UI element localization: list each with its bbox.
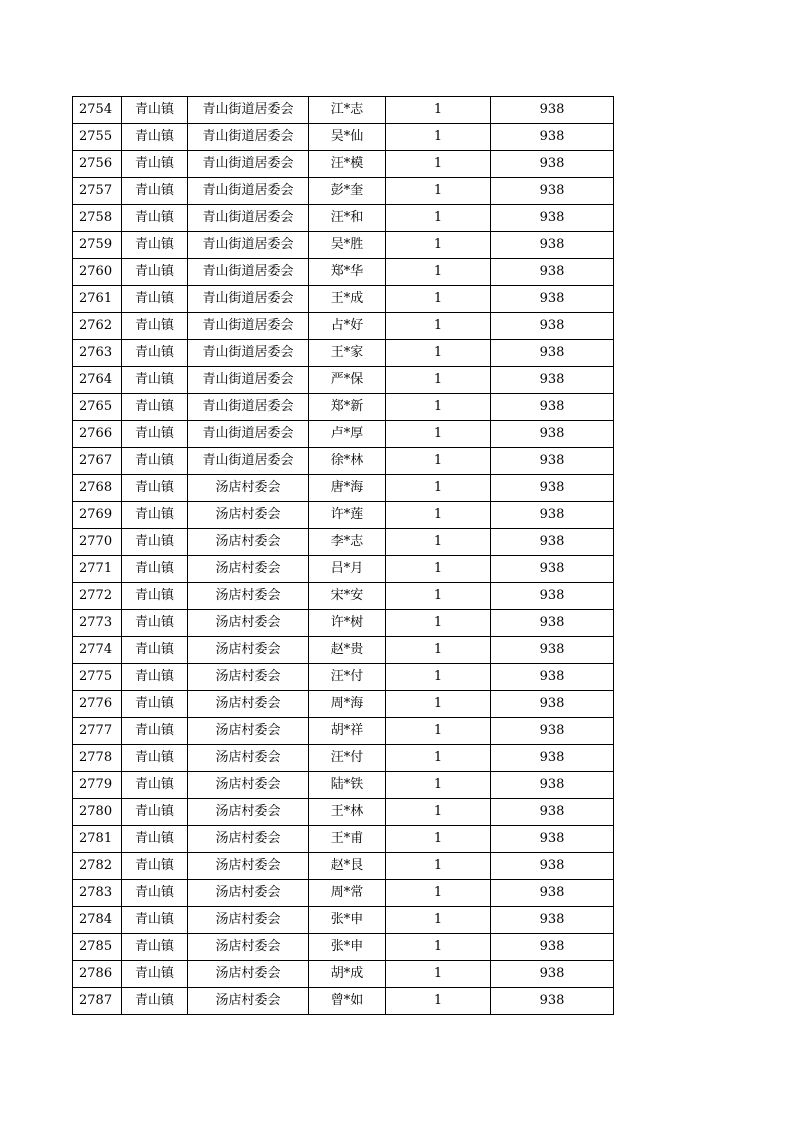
committee-cell: 青山街道居委会 bbox=[188, 394, 309, 421]
name-cell: 吴*仙 bbox=[309, 124, 386, 151]
committee-cell: 青山街道居委会 bbox=[188, 367, 309, 394]
town-cell: 青山镇 bbox=[122, 151, 188, 178]
name-cell: 郑*华 bbox=[309, 259, 386, 286]
count-cell: 1 bbox=[386, 880, 491, 907]
name-cell: 王*成 bbox=[309, 286, 386, 313]
table-row bbox=[73, 286, 614, 313]
row-number-cell: 2787 bbox=[73, 988, 122, 1015]
name-cell: 卢*厚 bbox=[309, 421, 386, 448]
committee-cell: 汤店村委会 bbox=[188, 556, 309, 583]
count-cell: 1 bbox=[386, 826, 491, 853]
name-cell: 汪*和 bbox=[309, 205, 386, 232]
town-cell: 青山镇 bbox=[122, 448, 188, 475]
count-cell: 1 bbox=[386, 772, 491, 799]
table-row bbox=[73, 97, 614, 124]
name-cell: 宋*安 bbox=[309, 583, 386, 610]
amount-cell: 938 bbox=[491, 259, 614, 286]
amount-cell: 938 bbox=[491, 961, 614, 988]
table-row bbox=[73, 313, 614, 340]
table-row bbox=[73, 475, 614, 502]
amount-cell: 938 bbox=[491, 745, 614, 772]
amount-cell: 938 bbox=[491, 880, 614, 907]
town-cell: 青山镇 bbox=[122, 772, 188, 799]
row-number-cell: 2769 bbox=[73, 502, 122, 529]
row-number-cell: 2783 bbox=[73, 880, 122, 907]
row-number-cell: 2766 bbox=[73, 421, 122, 448]
name-cell: 王*家 bbox=[309, 340, 386, 367]
committee-cell: 汤店村委会 bbox=[188, 799, 309, 826]
committee-cell: 汤店村委会 bbox=[188, 988, 309, 1015]
count-cell: 1 bbox=[386, 502, 491, 529]
name-cell: 唐*海 bbox=[309, 475, 386, 502]
town-cell: 青山镇 bbox=[122, 637, 188, 664]
amount-cell: 938 bbox=[491, 178, 614, 205]
town-cell: 青山镇 bbox=[122, 340, 188, 367]
table-row bbox=[73, 502, 614, 529]
row-number-cell: 2782 bbox=[73, 853, 122, 880]
row-number-cell: 2765 bbox=[73, 394, 122, 421]
town-cell: 青山镇 bbox=[122, 988, 188, 1015]
row-number-cell: 2762 bbox=[73, 313, 122, 340]
table-row bbox=[73, 340, 614, 367]
count-cell: 1 bbox=[386, 340, 491, 367]
town-cell: 青山镇 bbox=[122, 475, 188, 502]
name-cell: 张*申 bbox=[309, 934, 386, 961]
count-cell: 1 bbox=[386, 637, 491, 664]
row-number-cell: 2776 bbox=[73, 691, 122, 718]
row-number-cell: 2763 bbox=[73, 340, 122, 367]
amount-cell: 938 bbox=[491, 799, 614, 826]
committee-cell: 汤店村委会 bbox=[188, 907, 309, 934]
table-row bbox=[73, 907, 614, 934]
count-cell: 1 bbox=[386, 178, 491, 205]
name-cell: 胡*成 bbox=[309, 961, 386, 988]
town-cell: 青山镇 bbox=[122, 286, 188, 313]
town-cell: 青山镇 bbox=[122, 718, 188, 745]
row-number-cell: 2757 bbox=[73, 178, 122, 205]
town-cell: 青山镇 bbox=[122, 907, 188, 934]
name-cell: 赵*艮 bbox=[309, 853, 386, 880]
town-cell: 青山镇 bbox=[122, 691, 188, 718]
row-number-cell: 2774 bbox=[73, 637, 122, 664]
amount-cell: 938 bbox=[491, 664, 614, 691]
amount-cell: 938 bbox=[491, 448, 614, 475]
name-cell: 曾*如 bbox=[309, 988, 386, 1015]
count-cell: 1 bbox=[386, 313, 491, 340]
name-cell: 张*申 bbox=[309, 907, 386, 934]
row-number-cell: 2754 bbox=[73, 97, 122, 124]
town-cell: 青山镇 bbox=[122, 421, 188, 448]
committee-cell: 汤店村委会 bbox=[188, 529, 309, 556]
count-cell: 1 bbox=[386, 394, 491, 421]
town-cell: 青山镇 bbox=[122, 178, 188, 205]
name-cell: 严*保 bbox=[309, 367, 386, 394]
name-cell: 吕*月 bbox=[309, 556, 386, 583]
count-cell: 1 bbox=[386, 583, 491, 610]
town-cell: 青山镇 bbox=[122, 124, 188, 151]
name-cell: 王*甫 bbox=[309, 826, 386, 853]
committee-cell: 青山街道居委会 bbox=[188, 259, 309, 286]
row-number-cell: 2780 bbox=[73, 799, 122, 826]
amount-cell: 938 bbox=[491, 772, 614, 799]
count-cell: 1 bbox=[386, 529, 491, 556]
town-cell: 青山镇 bbox=[122, 934, 188, 961]
name-cell: 周*常 bbox=[309, 880, 386, 907]
row-number-cell: 2764 bbox=[73, 367, 122, 394]
table-row bbox=[73, 583, 614, 610]
count-cell: 1 bbox=[386, 610, 491, 637]
amount-cell: 938 bbox=[491, 637, 614, 664]
row-number-cell: 2755 bbox=[73, 124, 122, 151]
count-cell: 1 bbox=[386, 961, 491, 988]
row-number-cell: 2785 bbox=[73, 934, 122, 961]
amount-cell: 938 bbox=[491, 907, 614, 934]
amount-cell: 938 bbox=[491, 367, 614, 394]
name-cell: 周*海 bbox=[309, 691, 386, 718]
name-cell: 王*林 bbox=[309, 799, 386, 826]
row-number-cell: 2775 bbox=[73, 664, 122, 691]
table-row bbox=[73, 826, 614, 853]
name-cell: 胡*祥 bbox=[309, 718, 386, 745]
name-cell: 徐*林 bbox=[309, 448, 386, 475]
town-cell: 青山镇 bbox=[122, 583, 188, 610]
town-cell: 青山镇 bbox=[122, 556, 188, 583]
count-cell: 1 bbox=[386, 259, 491, 286]
amount-cell: 938 bbox=[491, 826, 614, 853]
amount-cell: 938 bbox=[491, 934, 614, 961]
name-cell: 陆*铁 bbox=[309, 772, 386, 799]
table-row bbox=[73, 367, 614, 394]
town-cell: 青山镇 bbox=[122, 880, 188, 907]
committee-cell: 汤店村委会 bbox=[188, 826, 309, 853]
count-cell: 1 bbox=[386, 907, 491, 934]
table-row bbox=[73, 745, 614, 772]
town-cell: 青山镇 bbox=[122, 259, 188, 286]
town-cell: 青山镇 bbox=[122, 610, 188, 637]
count-cell: 1 bbox=[386, 934, 491, 961]
committee-cell: 汤店村委会 bbox=[188, 745, 309, 772]
town-cell: 青山镇 bbox=[122, 664, 188, 691]
committee-cell: 青山街道居委会 bbox=[188, 340, 309, 367]
amount-cell: 938 bbox=[491, 286, 614, 313]
name-cell: 许*树 bbox=[309, 610, 386, 637]
town-cell: 青山镇 bbox=[122, 205, 188, 232]
town-cell: 青山镇 bbox=[122, 745, 188, 772]
row-number-cell: 2756 bbox=[73, 151, 122, 178]
table-row bbox=[73, 151, 614, 178]
row-number-cell: 2786 bbox=[73, 961, 122, 988]
count-cell: 1 bbox=[386, 475, 491, 502]
row-number-cell: 2770 bbox=[73, 529, 122, 556]
committee-cell: 汤店村委会 bbox=[188, 880, 309, 907]
table-row bbox=[73, 880, 614, 907]
amount-cell: 938 bbox=[491, 583, 614, 610]
town-cell: 青山镇 bbox=[122, 826, 188, 853]
town-cell: 青山镇 bbox=[122, 961, 188, 988]
amount-cell: 938 bbox=[491, 232, 614, 259]
committee-cell: 汤店村委会 bbox=[188, 664, 309, 691]
committee-cell: 汤店村委会 bbox=[188, 934, 309, 961]
town-cell: 青山镇 bbox=[122, 232, 188, 259]
count-cell: 1 bbox=[386, 853, 491, 880]
name-cell: 郑*新 bbox=[309, 394, 386, 421]
committee-cell: 汤店村委会 bbox=[188, 475, 309, 502]
committee-cell: 青山街道居委会 bbox=[188, 286, 309, 313]
row-number-cell: 2767 bbox=[73, 448, 122, 475]
row-number-cell: 2784 bbox=[73, 907, 122, 934]
committee-cell: 汤店村委会 bbox=[188, 691, 309, 718]
row-number-cell: 2760 bbox=[73, 259, 122, 286]
table-row bbox=[73, 934, 614, 961]
count-cell: 1 bbox=[386, 97, 491, 124]
count-cell: 1 bbox=[386, 205, 491, 232]
committee-cell: 汤店村委会 bbox=[188, 961, 309, 988]
count-cell: 1 bbox=[386, 556, 491, 583]
name-cell: 汪*付 bbox=[309, 745, 386, 772]
name-cell: 占*好 bbox=[309, 313, 386, 340]
committee-cell: 汤店村委会 bbox=[188, 583, 309, 610]
count-cell: 1 bbox=[386, 664, 491, 691]
amount-cell: 938 bbox=[491, 691, 614, 718]
committee-cell: 汤店村委会 bbox=[188, 502, 309, 529]
row-number-cell: 2778 bbox=[73, 745, 122, 772]
amount-cell: 938 bbox=[491, 205, 614, 232]
count-cell: 1 bbox=[386, 286, 491, 313]
table-row bbox=[73, 799, 614, 826]
town-cell: 青山镇 bbox=[122, 799, 188, 826]
table-row bbox=[73, 124, 614, 151]
amount-cell: 938 bbox=[491, 124, 614, 151]
committee-cell: 汤店村委会 bbox=[188, 853, 309, 880]
name-cell: 赵*贵 bbox=[309, 637, 386, 664]
committee-cell: 汤店村委会 bbox=[188, 610, 309, 637]
row-number-cell: 2772 bbox=[73, 583, 122, 610]
count-cell: 1 bbox=[386, 151, 491, 178]
amount-cell: 938 bbox=[491, 97, 614, 124]
town-cell: 青山镇 bbox=[122, 313, 188, 340]
committee-cell: 青山街道居委会 bbox=[188, 232, 309, 259]
table-row bbox=[73, 421, 614, 448]
row-number-cell: 2771 bbox=[73, 556, 122, 583]
table-row bbox=[73, 394, 614, 421]
count-cell: 1 bbox=[386, 448, 491, 475]
table-row bbox=[73, 691, 614, 718]
count-cell: 1 bbox=[386, 799, 491, 826]
committee-cell: 青山街道居委会 bbox=[188, 178, 309, 205]
table-row bbox=[73, 178, 614, 205]
town-cell: 青山镇 bbox=[122, 367, 188, 394]
table-row bbox=[73, 610, 614, 637]
amount-cell: 938 bbox=[491, 529, 614, 556]
amount-cell: 938 bbox=[491, 853, 614, 880]
row-number-cell: 2761 bbox=[73, 286, 122, 313]
name-cell: 江*志 bbox=[309, 97, 386, 124]
table-row bbox=[73, 529, 614, 556]
table-row bbox=[73, 448, 614, 475]
amount-cell: 938 bbox=[491, 556, 614, 583]
amount-cell: 938 bbox=[491, 421, 614, 448]
committee-cell: 青山街道居委会 bbox=[188, 124, 309, 151]
count-cell: 1 bbox=[386, 367, 491, 394]
amount-cell: 938 bbox=[491, 394, 614, 421]
count-cell: 1 bbox=[386, 421, 491, 448]
town-cell: 青山镇 bbox=[122, 529, 188, 556]
row-number-cell: 2759 bbox=[73, 232, 122, 259]
count-cell: 1 bbox=[386, 232, 491, 259]
town-cell: 青山镇 bbox=[122, 97, 188, 124]
amount-cell: 938 bbox=[491, 718, 614, 745]
amount-cell: 938 bbox=[491, 988, 614, 1015]
count-cell: 1 bbox=[386, 124, 491, 151]
table-row bbox=[73, 556, 614, 583]
town-cell: 青山镇 bbox=[122, 502, 188, 529]
table-row bbox=[73, 718, 614, 745]
table-row bbox=[73, 205, 614, 232]
committee-cell: 汤店村委会 bbox=[188, 772, 309, 799]
committee-cell: 青山街道居委会 bbox=[188, 421, 309, 448]
amount-cell: 938 bbox=[491, 151, 614, 178]
amount-cell: 938 bbox=[491, 610, 614, 637]
name-cell: 李*志 bbox=[309, 529, 386, 556]
table-row bbox=[73, 232, 614, 259]
committee-cell: 青山街道居委会 bbox=[188, 151, 309, 178]
table-row bbox=[73, 664, 614, 691]
amount-cell: 938 bbox=[491, 475, 614, 502]
count-cell: 1 bbox=[386, 691, 491, 718]
count-cell: 1 bbox=[386, 988, 491, 1015]
table-row bbox=[73, 772, 614, 799]
table-row bbox=[73, 988, 614, 1015]
committee-cell: 汤店村委会 bbox=[188, 718, 309, 745]
table-row bbox=[73, 961, 614, 988]
row-number-cell: 2773 bbox=[73, 610, 122, 637]
row-number-cell: 2777 bbox=[73, 718, 122, 745]
name-cell: 汪*付 bbox=[309, 664, 386, 691]
amount-cell: 938 bbox=[491, 340, 614, 367]
committee-cell: 汤店村委会 bbox=[188, 637, 309, 664]
row-number-cell: 2781 bbox=[73, 826, 122, 853]
amount-cell: 938 bbox=[491, 502, 614, 529]
count-cell: 1 bbox=[386, 718, 491, 745]
committee-cell: 青山街道居委会 bbox=[188, 313, 309, 340]
name-cell: 彭*奎 bbox=[309, 178, 386, 205]
town-cell: 青山镇 bbox=[122, 394, 188, 421]
name-cell: 汪*模 bbox=[309, 151, 386, 178]
committee-cell: 青山街道居委会 bbox=[188, 205, 309, 232]
name-cell: 吴*胜 bbox=[309, 232, 386, 259]
table-row bbox=[73, 637, 614, 664]
roster-table bbox=[72, 96, 614, 1015]
table-row bbox=[73, 259, 614, 286]
name-cell: 许*莲 bbox=[309, 502, 386, 529]
row-number-cell: 2758 bbox=[73, 205, 122, 232]
roster-table-body bbox=[73, 97, 614, 1015]
amount-cell: 938 bbox=[491, 313, 614, 340]
table-row bbox=[73, 853, 614, 880]
row-number-cell: 2779 bbox=[73, 772, 122, 799]
committee-cell: 青山街道居委会 bbox=[188, 97, 309, 124]
count-cell: 1 bbox=[386, 745, 491, 772]
committee-cell: 青山街道居委会 bbox=[188, 448, 309, 475]
row-number-cell: 2768 bbox=[73, 475, 122, 502]
town-cell: 青山镇 bbox=[122, 853, 188, 880]
